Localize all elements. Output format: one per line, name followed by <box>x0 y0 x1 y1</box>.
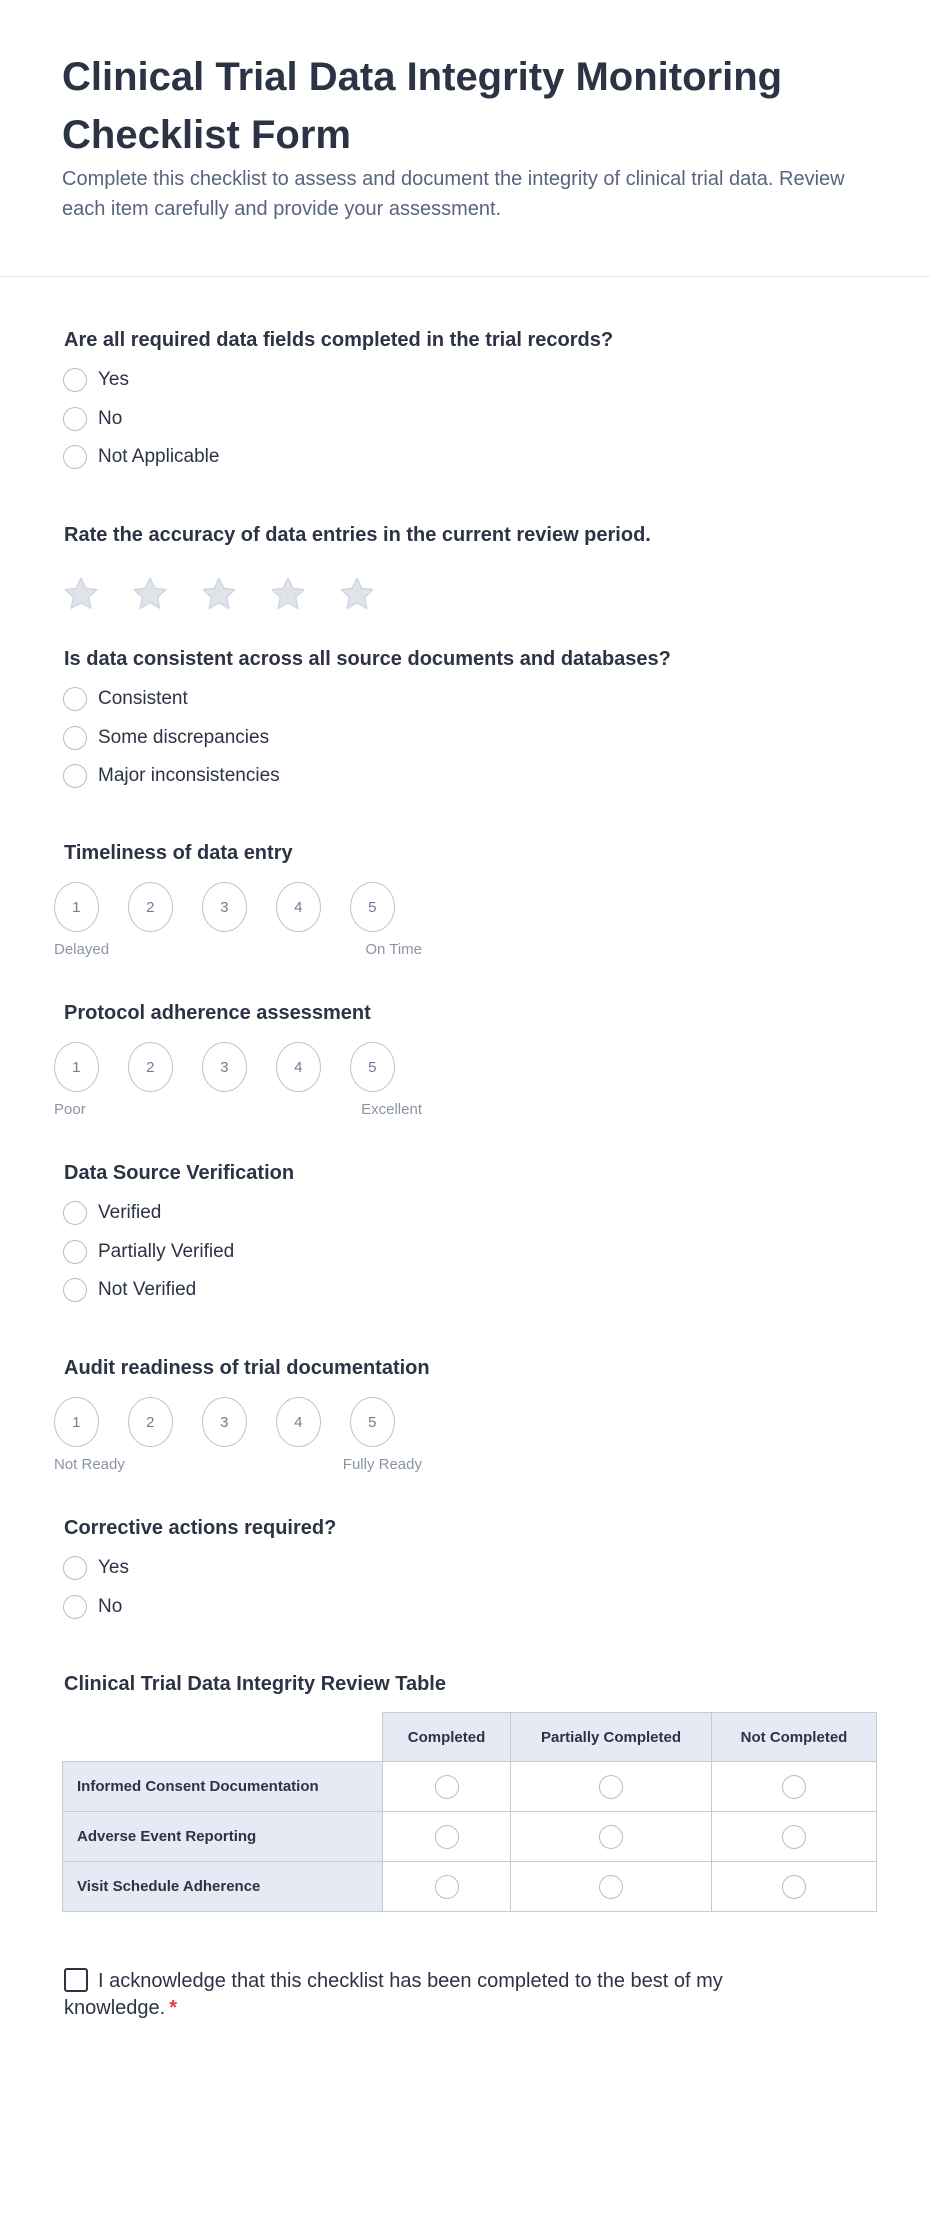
option-label: Not Applicable <box>98 446 220 468</box>
form-description: Complete this checklist to assess and document the integrity of clinical trial data. Review each item carefully and provide your assessment. <box>62 168 845 220</box>
question-label: Protocol adherence assessment <box>64 1002 371 1024</box>
option-label: Yes <box>98 369 129 391</box>
question-label: Corrective actions required? <box>64 1517 337 1539</box>
question-label: Is data consistent across all source documents and databases? <box>64 648 671 670</box>
matrix-row <box>62 1812 877 1862</box>
acknowledgement-checkbox[interactable] <box>64 1968 88 1992</box>
scale-rating-protocol-adherence <box>54 1042 424 1118</box>
matrix-column-header: Partially Completed <box>511 1712 712 1762</box>
scale-option-4[interactable]: 4 <box>276 882 321 932</box>
scale-option-1[interactable]: 1 <box>54 1397 99 1447</box>
radio-button[interactable] <box>63 726 87 750</box>
scale-option-3[interactable]: 3 <box>202 1397 247 1447</box>
matrix-cell[interactable] <box>383 1762 511 1812</box>
radio-option-yes[interactable] <box>63 1549 884 1588</box>
option-label: Consistent <box>98 688 188 710</box>
matrix-cell[interactable] <box>383 1812 511 1862</box>
radio-button[interactable] <box>63 368 87 392</box>
acknowledgement-field <box>64 1968 824 2022</box>
matrix-radio-button[interactable] <box>599 1775 623 1799</box>
radio-option-verified[interactable] <box>63 1194 884 1233</box>
scale-option-3[interactable]: 3 <box>202 1042 247 1092</box>
scale-min-label: Poor <box>54 1101 86 1118</box>
scale-max-label: Excellent <box>361 1101 422 1118</box>
scale-min-label: Delayed <box>54 941 110 958</box>
scale-max-label: Fully Ready <box>342 1456 422 1473</box>
matrix-column-header: Completed <box>383 1712 511 1762</box>
question-label: Clinical Trial Data Integrity Review Table <box>64 1673 446 1695</box>
question-data-fields-completed <box>64 326 884 477</box>
radio-button[interactable] <box>63 1278 87 1302</box>
radio-button[interactable] <box>63 764 87 788</box>
scale-rating-audit-readiness <box>54 1397 424 1473</box>
scale-rating-timeliness <box>54 882 424 958</box>
matrix-cell[interactable] <box>712 1862 877 1912</box>
star-icon[interactable] <box>268 574 308 614</box>
matrix-row <box>62 1862 877 1912</box>
required-asterisk: * <box>169 1997 177 2019</box>
scale-option-1[interactable]: 1 <box>54 882 99 932</box>
radio-button[interactable] <box>63 1595 87 1619</box>
scale-option-2[interactable]: 2 <box>128 1042 173 1092</box>
question-data-source-verification <box>64 1159 884 1310</box>
acknowledgement-text: I acknowledge that this checklist has been completed to the best of my knowledge. <box>64 1970 723 2019</box>
scale-option-2[interactable]: 2 <box>128 882 173 932</box>
option-label: Major inconsistencies <box>98 765 280 787</box>
question-label: Rate the accuracy of data entries in the current review period. <box>64 524 651 546</box>
radio-option-no[interactable] <box>63 400 884 439</box>
option-label: No <box>98 407 123 429</box>
star-icon[interactable] <box>130 574 170 614</box>
question-review-table <box>64 1670 884 1698</box>
radio-option-consistent[interactable] <box>63 680 884 719</box>
option-label: No <box>98 1595 123 1617</box>
question-label: Data Source Verification <box>64 1162 295 1184</box>
matrix-radio-button[interactable] <box>782 1825 806 1849</box>
scale-option-1[interactable]: 1 <box>54 1042 99 1092</box>
option-label: Verified <box>98 1202 162 1224</box>
matrix-row <box>62 1762 877 1812</box>
question-label: Timeliness of data entry <box>64 842 293 864</box>
scale-min-label: Not Ready <box>54 1456 125 1473</box>
form-title: Clinical Trial Data Integrity Monitoring Checklist Form <box>62 55 783 157</box>
question-accuracy-rating <box>64 521 884 614</box>
option-label: Partially Verified <box>98 1240 235 1262</box>
matrix-radio-button[interactable] <box>435 1825 459 1849</box>
star-rating <box>61 574 884 614</box>
scale-option-5[interactable]: 5 <box>350 1397 395 1447</box>
radio-option-not-applicable[interactable] <box>63 438 884 477</box>
question-label: Are all required data fields completed in the trial records? <box>64 329 614 351</box>
review-matrix-table <box>62 1712 877 1912</box>
scale-option-3[interactable]: 3 <box>202 882 247 932</box>
matrix-cell[interactable] <box>383 1862 511 1912</box>
scale-max-label: On Time <box>365 941 422 958</box>
question-data-consistency <box>64 645 884 796</box>
radio-option-major-inconsistencies[interactable] <box>63 757 884 796</box>
matrix-cell[interactable] <box>511 1762 712 1812</box>
question-label: Audit readiness of trial documentation <box>64 1357 430 1379</box>
scale-option-2[interactable]: 2 <box>128 1397 173 1447</box>
scale-option-4[interactable]: 4 <box>276 1042 321 1092</box>
radio-button[interactable] <box>63 1201 87 1225</box>
matrix-row-label: Adverse Event Reporting <box>62 1812 383 1862</box>
option-label: Yes <box>98 1557 129 1579</box>
option-label: Not Verified <box>98 1279 197 1301</box>
radio-option-yes[interactable] <box>63 361 884 400</box>
radio-option-not-verified[interactable] <box>63 1271 884 1310</box>
matrix-radio-button[interactable] <box>782 1775 806 1799</box>
matrix-row-label: Informed Consent Documentation <box>62 1762 383 1812</box>
star-icon[interactable] <box>61 574 101 614</box>
matrix-cell[interactable] <box>511 1812 712 1862</box>
matrix-radio-button[interactable] <box>435 1875 459 1899</box>
matrix-radio-button[interactable] <box>599 1875 623 1899</box>
question-audit-readiness <box>64 1354 884 1382</box>
question-protocol-adherence <box>64 999 884 1027</box>
radio-option-partially-verified[interactable] <box>63 1233 884 1272</box>
matrix-cell[interactable] <box>511 1862 712 1912</box>
matrix-corner-cell <box>62 1712 383 1762</box>
question-corrective-actions <box>64 1514 884 1626</box>
matrix-row-label: Visit Schedule Adherence <box>62 1862 383 1912</box>
matrix-header-row <box>62 1712 877 1762</box>
matrix-radio-button[interactable] <box>435 1775 459 1799</box>
option-label: Some discrepancies <box>98 726 270 748</box>
matrix-cell[interactable] <box>712 1812 877 1862</box>
matrix-column-header: Not Completed <box>712 1712 877 1762</box>
star-icon[interactable] <box>337 574 377 614</box>
radio-option-some-discrepancies[interactable] <box>63 719 884 758</box>
star-icon[interactable] <box>199 574 239 614</box>
scale-option-5[interactable]: 5 <box>350 882 395 932</box>
radio-button[interactable] <box>63 1240 87 1264</box>
radio-button[interactable] <box>63 445 87 469</box>
radio-option-no[interactable] <box>63 1588 884 1627</box>
scale-option-5[interactable]: 5 <box>350 1042 395 1092</box>
scale-option-4[interactable]: 4 <box>276 1397 321 1447</box>
question-timeliness <box>64 839 884 867</box>
radio-button[interactable] <box>63 1556 87 1580</box>
form-header <box>0 0 930 277</box>
matrix-radio-button[interactable] <box>599 1825 623 1849</box>
matrix-radio-button[interactable] <box>782 1875 806 1899</box>
radio-button[interactable] <box>63 687 87 711</box>
radio-button[interactable] <box>63 407 87 431</box>
matrix-cell[interactable] <box>712 1762 877 1812</box>
